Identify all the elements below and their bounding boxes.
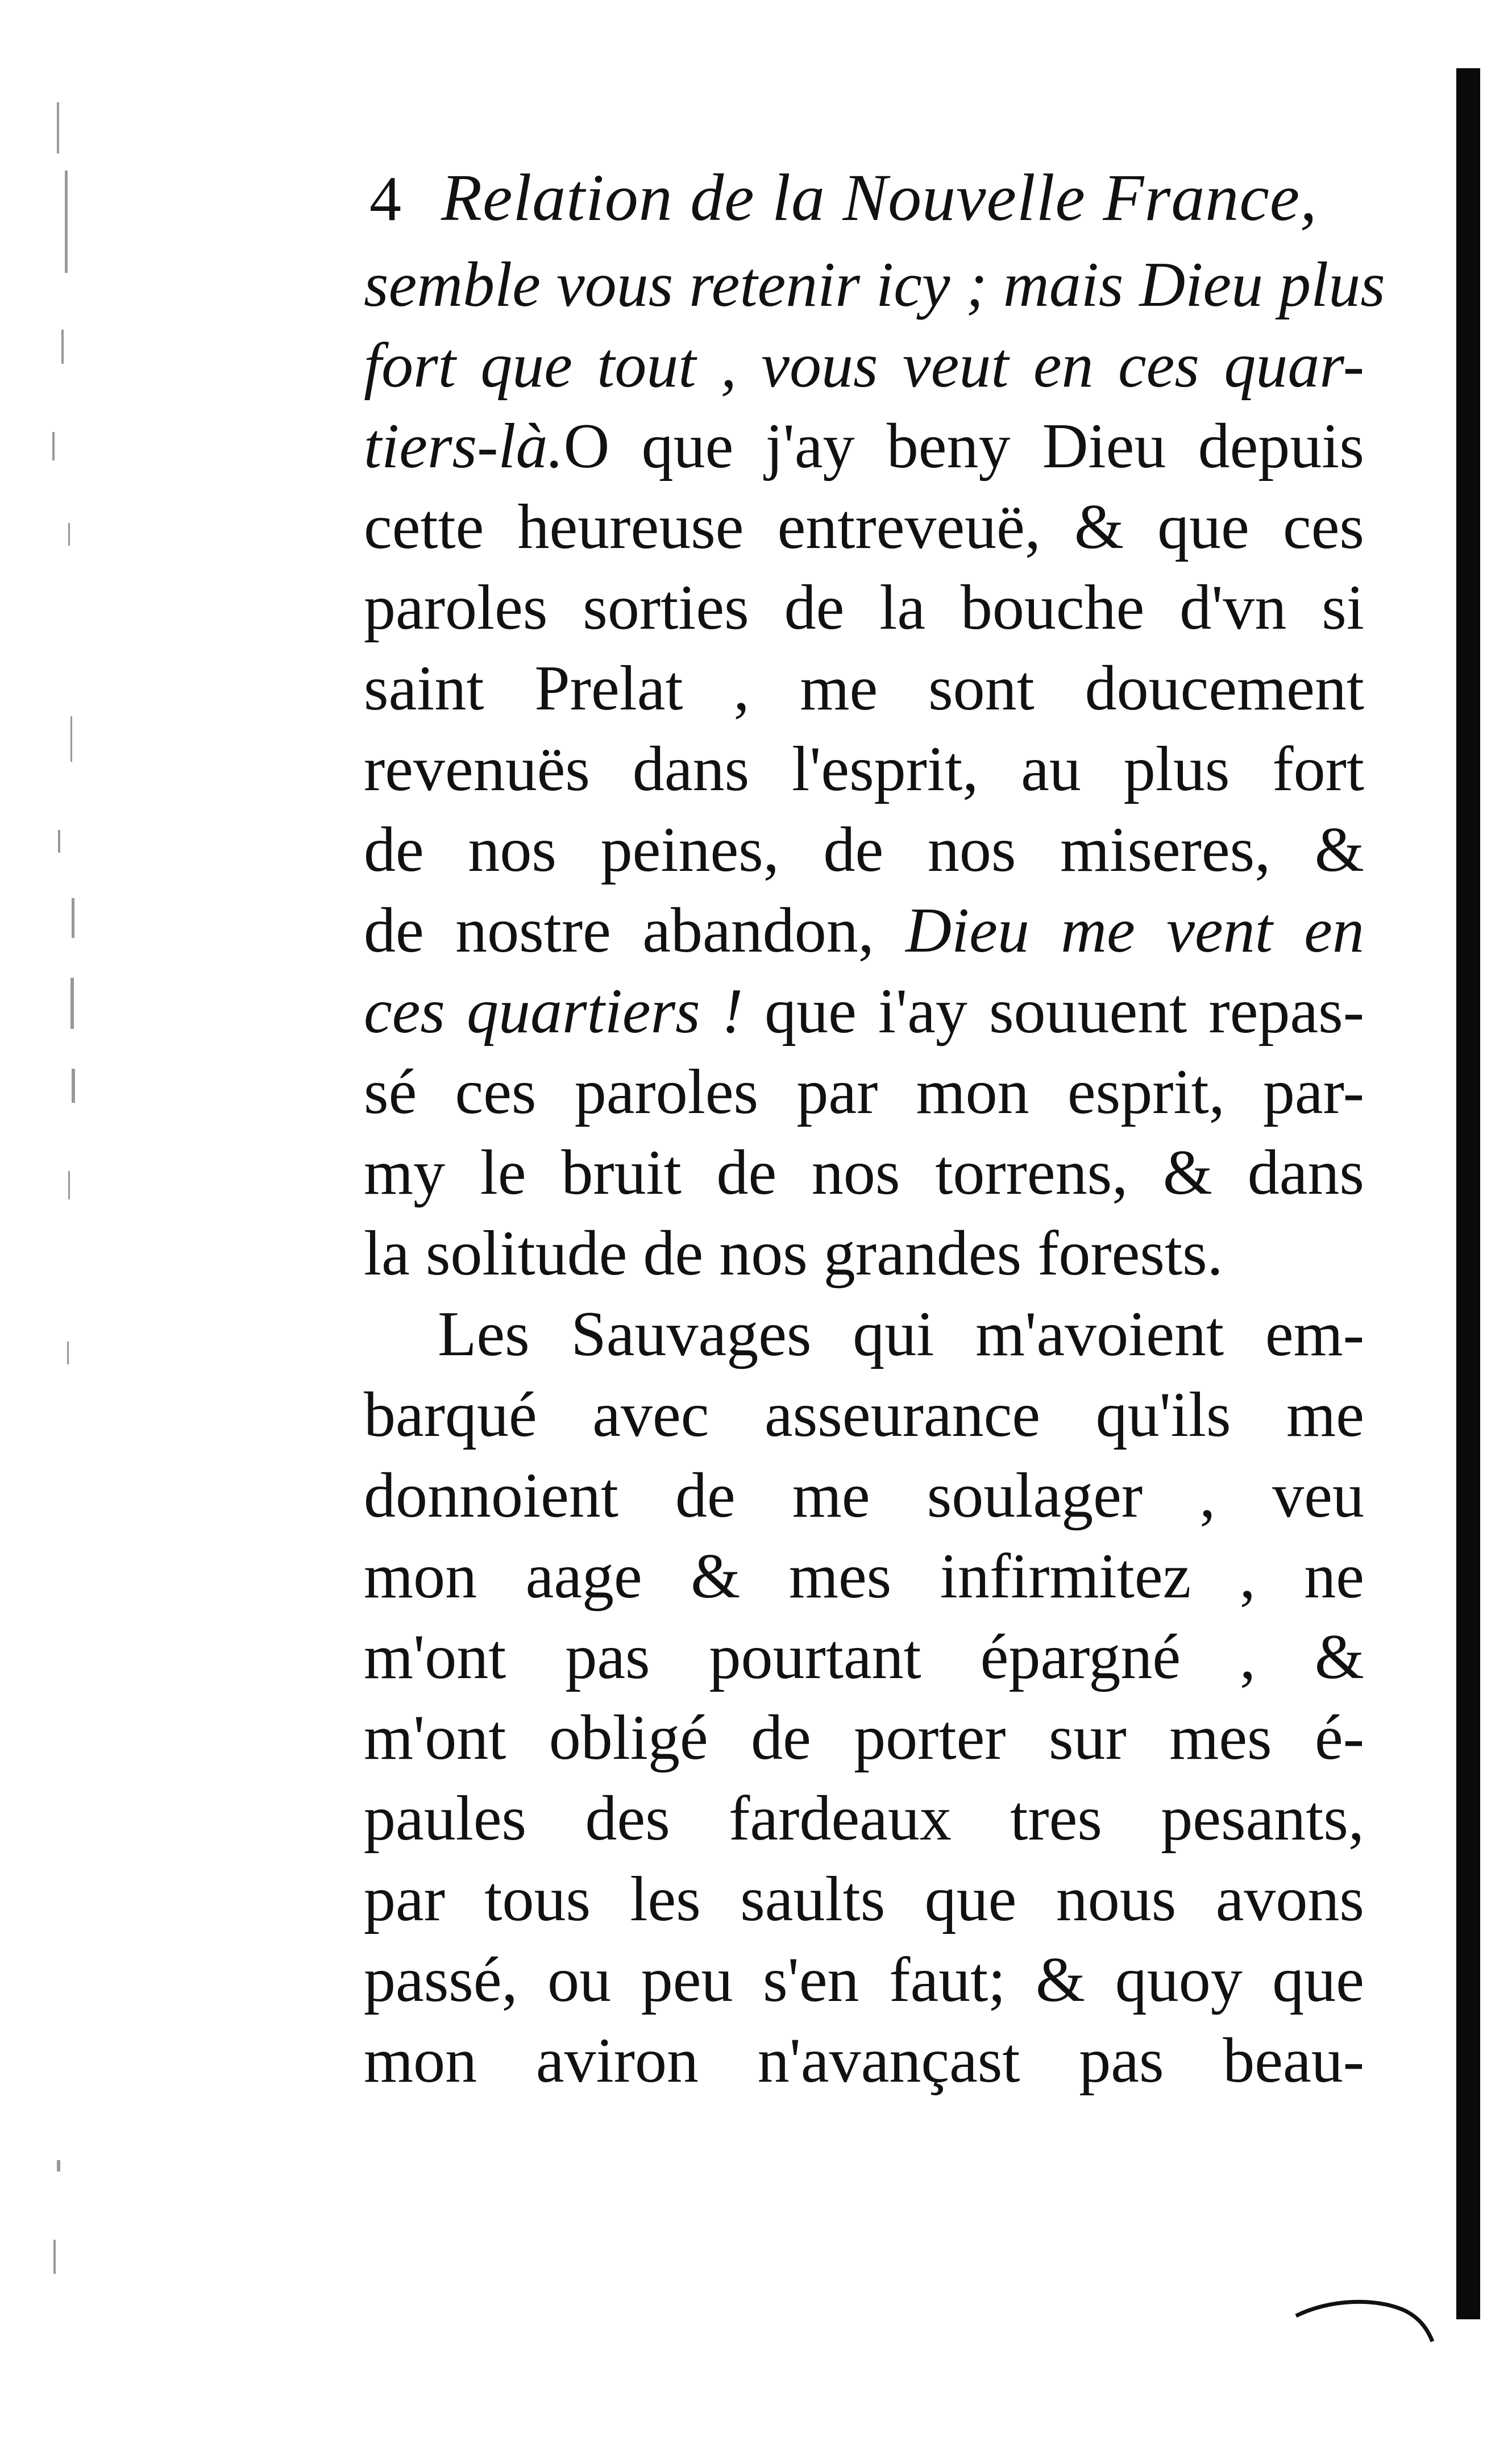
text-line xyxy=(364,1617,1364,1697)
text-segment: sé ces paroles par mon esprit, par- xyxy=(364,1057,1364,1127)
text-line xyxy=(364,1455,1364,1536)
text-segment: de nostre abandon, xyxy=(364,895,906,966)
text-segment: revenuës dans l'esprit, au plus fort xyxy=(364,734,1364,804)
text-segment: donnoient de me soulager , veu xyxy=(364,1460,1364,1531)
running-title: Relation de la Nouvelle France, xyxy=(441,160,1318,235)
text-line xyxy=(364,567,1364,648)
text-line xyxy=(364,1132,1364,1213)
running-header xyxy=(369,159,1364,244)
text-segment: saint Prelat , me sont doucement xyxy=(364,653,1364,724)
text-line xyxy=(364,2020,1364,2101)
text-segment: mon aviron n'avançast pas beau- xyxy=(364,2025,1364,2096)
corner-flourish-mark xyxy=(1290,2293,1438,2344)
text-segment: paules des fardeaux tres pesants, xyxy=(364,1783,1364,1854)
text-segment: par tous les saults que nous avons xyxy=(364,1864,1364,1934)
text-line xyxy=(364,648,1364,729)
text-segment: O que j'ay beny Dieu depuis xyxy=(563,411,1364,481)
text-segment: paroles sorties de la bouche d'vn si xyxy=(364,572,1364,643)
text-line xyxy=(364,1375,1364,1455)
text-segment: passé, ou peu s'en faut; & quoy que xyxy=(364,1945,1364,2015)
body-text xyxy=(364,244,1385,2101)
text-segment: que i'ay souuent repas- xyxy=(765,976,1364,1047)
text-line xyxy=(364,1697,1364,1778)
text-line xyxy=(364,729,1364,809)
text-line xyxy=(364,487,1364,567)
text-segment: la solitude de nos grandes forests. xyxy=(364,1218,1223,1289)
text-line xyxy=(364,1294,1364,1375)
text-line xyxy=(364,325,1364,406)
binding-edge xyxy=(1456,68,1480,2319)
text-line xyxy=(364,1213,1364,1294)
text-line xyxy=(364,244,1385,325)
text-line xyxy=(364,406,1364,487)
text-line xyxy=(364,1536,1364,1617)
text-segment: Les Sauvages qui m'avoient em- xyxy=(438,1299,1364,1369)
text-line xyxy=(364,809,1364,890)
text-line xyxy=(364,971,1364,1052)
italic-text-segment: semble vous retenir icy ; mais Dieu plus xyxy=(364,250,1385,320)
text-line xyxy=(364,890,1364,971)
text-segment: m'ont obligé de porter sur mes é- xyxy=(364,1703,1364,1773)
margin-show-through-marks xyxy=(45,91,80,2308)
italic-text-segment: Dieu me vent en xyxy=(905,895,1364,966)
italic-text-segment: ces quartiers ! xyxy=(364,976,765,1047)
text-line xyxy=(364,1859,1364,1940)
page-number: 4 xyxy=(369,164,401,234)
text-segment: mon aage & mes infirmitez , ne xyxy=(364,1541,1364,1612)
text-segment: de nos peines, de nos miseres, & xyxy=(364,815,1364,885)
text-line xyxy=(364,1940,1364,2020)
italic-text-segment: fort que tout , vous veut en ces quar- xyxy=(364,330,1364,401)
text-line xyxy=(364,1052,1364,1132)
text-segment: m'ont pas pourtant épargné , & xyxy=(364,1622,1364,1692)
italic-text-segment: tiers-là. xyxy=(364,411,564,481)
text-segment: my le bruit de nos torrens, & dans xyxy=(364,1137,1364,1208)
text-segment: cette heureuse entreveuë, & que ces xyxy=(364,492,1364,562)
text-segment: barqué avec asseurance qu'ils me xyxy=(364,1380,1364,1450)
text-line xyxy=(364,1778,1364,1859)
